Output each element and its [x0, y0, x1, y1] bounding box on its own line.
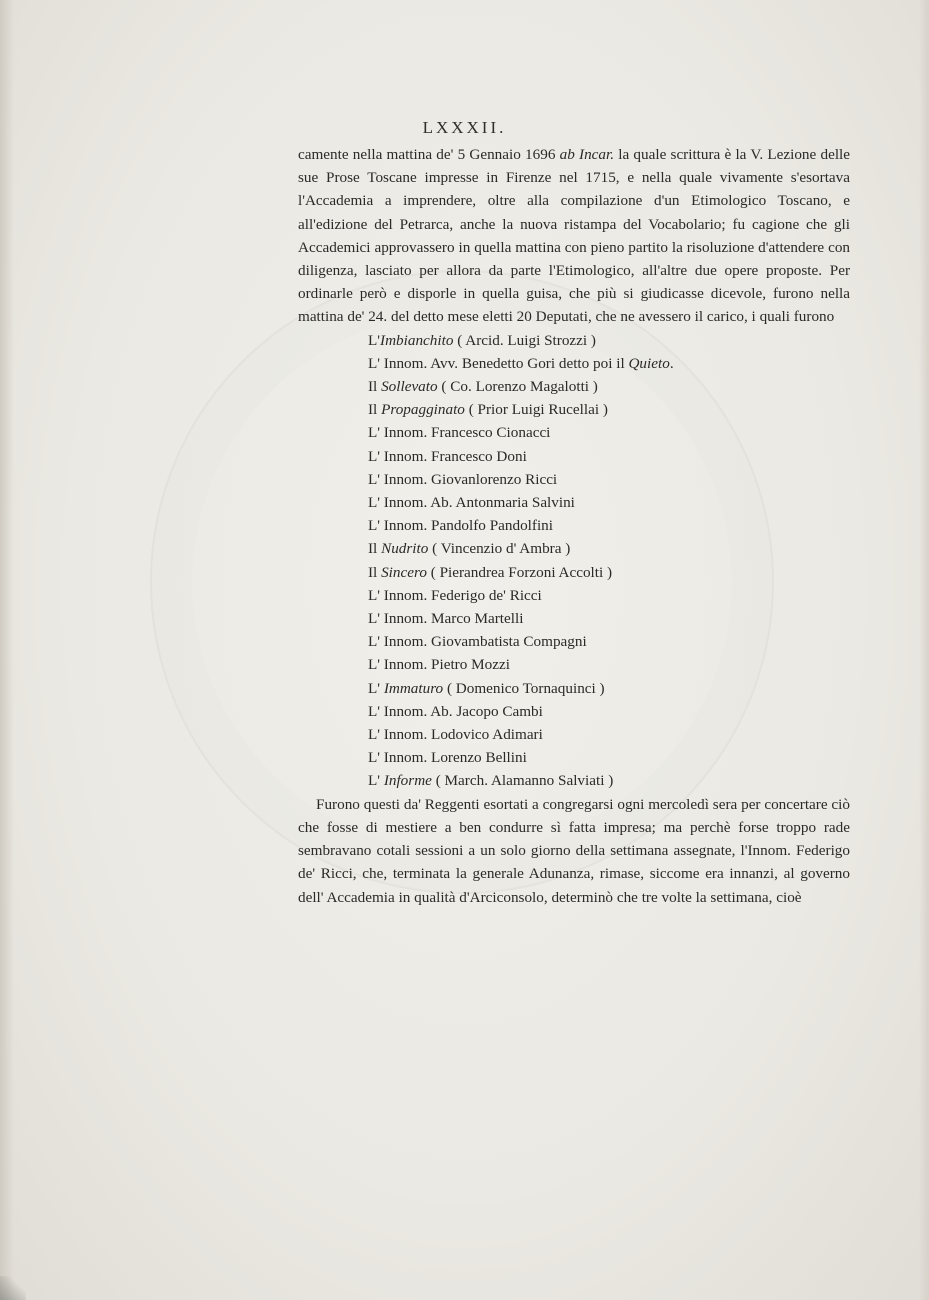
- deputy-real-name: ( Domenico Tornaquinci ): [443, 679, 605, 697]
- page-corner-shadow: [0, 1276, 26, 1300]
- deputy-prefix: L': [368, 772, 384, 790]
- deputy-prefix: L' Innom. Ab. Jacopo Cambi: [368, 702, 543, 720]
- body-text: [298, 143, 850, 909]
- paragraph-continuation: [298, 143, 850, 329]
- deputy-prefix: Il: [368, 563, 382, 581]
- deputy-prefix: L' Innom. Marco Martelli: [368, 610, 524, 628]
- deputy-entry: [368, 653, 850, 676]
- deputy-prefix: L' Innom. Francesco Cionacci: [368, 424, 551, 442]
- deputy-academic-name: Immaturo: [383, 679, 444, 697]
- deputy-prefix: L' Innom. Lorenzo Bellini: [368, 749, 527, 767]
- deputy-entry: [368, 630, 850, 653]
- deputy-entry: [368, 421, 850, 444]
- deputy-real-name: ( Co. Lorenzo Magalotti ): [437, 378, 598, 396]
- deputy-entry: [368, 491, 850, 514]
- deputy-entry: [368, 584, 850, 607]
- deputy-real-name: ( Pierandrea Forzoni Accolti ): [426, 563, 613, 581]
- deputy-entry: [368, 329, 850, 352]
- deputy-prefix: L' Innom. Pietro Mozzi: [368, 656, 510, 674]
- deputy-prefix: L' Innom. Ab. Antonmaria Salvini: [368, 494, 575, 512]
- deputy-prefix: L': [368, 679, 384, 697]
- page-left-edge: [0, 0, 14, 1300]
- deputy-academic-name: Sollevato: [381, 378, 438, 396]
- deputy-entry: [368, 700, 850, 723]
- page-right-edge: [919, 0, 929, 1300]
- deputy-prefix: L' Innom. Giovanlorenzo Ricci: [368, 470, 558, 488]
- deputy-academic-name: Imbianchito: [380, 331, 454, 349]
- deputy-academic-name: Sincero: [381, 563, 427, 581]
- paragraph-text: camente nella mattina de' 5 Gennaio 1696: [298, 146, 560, 163]
- deputy-prefix: L' Innom. Giovambatista Compagni: [368, 633, 587, 651]
- deputy-entry: [368, 537, 850, 560]
- deputy-entry: [368, 468, 850, 491]
- deputy-entry: [368, 607, 850, 630]
- deputy-entry: [368, 352, 850, 375]
- deputy-prefix: L' Innom. Francesco Doni: [368, 447, 527, 465]
- deputy-entry: [368, 375, 850, 398]
- deputy-prefix: L' Innom. Federigo de' Ricci: [368, 586, 542, 604]
- deputy-academic-name: Propagginato: [381, 401, 465, 419]
- deputy-prefix: Il: [368, 401, 382, 419]
- deputy-prefix: L' Innom. Pandolfo Pandolfini: [368, 517, 553, 535]
- deputy-prefix: L' Innom. Avv. Benedetto Gori detto poi il: [368, 354, 629, 372]
- paragraph-italic-text: ab Incar.: [559, 146, 615, 163]
- deputy-entry: [368, 769, 850, 792]
- paragraph-text: la quale scrittura è la V. Lezione delle sue Prose Toscane impresse in Firenze nel 1715, e nella quale vivamente s'esortava l'Accademia a imprendere, oltre alla compilazione d'un Etimologico Toscano, e all'edizione del Petrarca, anche la nuova ristampa del Vocabolario; fu cagione che gli Accademici approvassero in quella mattina con pieno partito la risoluzione d'attendere con diligenza, lasciato per allora da parte l'Etimologico, all'altre due opere proposte. Per ordinarle però e disporle in quella guisa, che più si giudicasse dicevole, furono nella mattina de' 24. del detto mese eletti 20 Deputati, che ne avessero il carico, i quali furono: [298, 146, 850, 326]
- deputy-prefix: L' Innom. Lodovico Adimari: [368, 726, 543, 744]
- deputy-academic-name: Informe: [383, 772, 432, 790]
- deputy-real-name: ( Vincenzio d' Ambra ): [428, 540, 571, 558]
- deputy-prefix: L': [368, 331, 381, 349]
- deputy-entry: [368, 561, 850, 584]
- deputy-prefix: Il: [368, 378, 382, 396]
- deputy-academic-name: Nudrito: [381, 540, 429, 558]
- deputy-real-name: ( Arcid. Luigi Strozzi ): [453, 331, 596, 349]
- deputy-real-name: ( March. Alamanno Salviati ): [431, 772, 614, 790]
- deputy-prefix: Il: [368, 540, 382, 558]
- deputy-real-name: .: [669, 354, 674, 372]
- deputy-entry: [368, 677, 850, 700]
- deputy-entry: [368, 746, 850, 769]
- deputy-real-name: ( Prior Luigi Rucellai ): [464, 401, 608, 419]
- deputy-academic-name: Quieto: [628, 354, 670, 372]
- paragraph-second: Furono questi da' Reggenti esortati a congregarsi ogni mercoledì sera per concertare ciò che fosse di mestiere a ben condurre sì fatta impresa; ma perchè forse troppo rade sembravano cotali sessioni a un solo giorno della settimana assegnate, l'Innom. Federigo de' Ricci, che, terminata la generale Adunanza, rimase, siccome era innanzi, al governo dell' Accademia in qualità d'Arciconsolo, determinò che tre volte la settimana, cioè: [298, 795, 850, 906]
- page-number: LXXXII.: [422, 118, 507, 137]
- deputy-entry: [368, 723, 850, 746]
- deputy-entry: [368, 398, 850, 421]
- deputy-entry: [368, 514, 850, 537]
- deputy-entry: [368, 445, 850, 468]
- deputies-list: [298, 329, 850, 793]
